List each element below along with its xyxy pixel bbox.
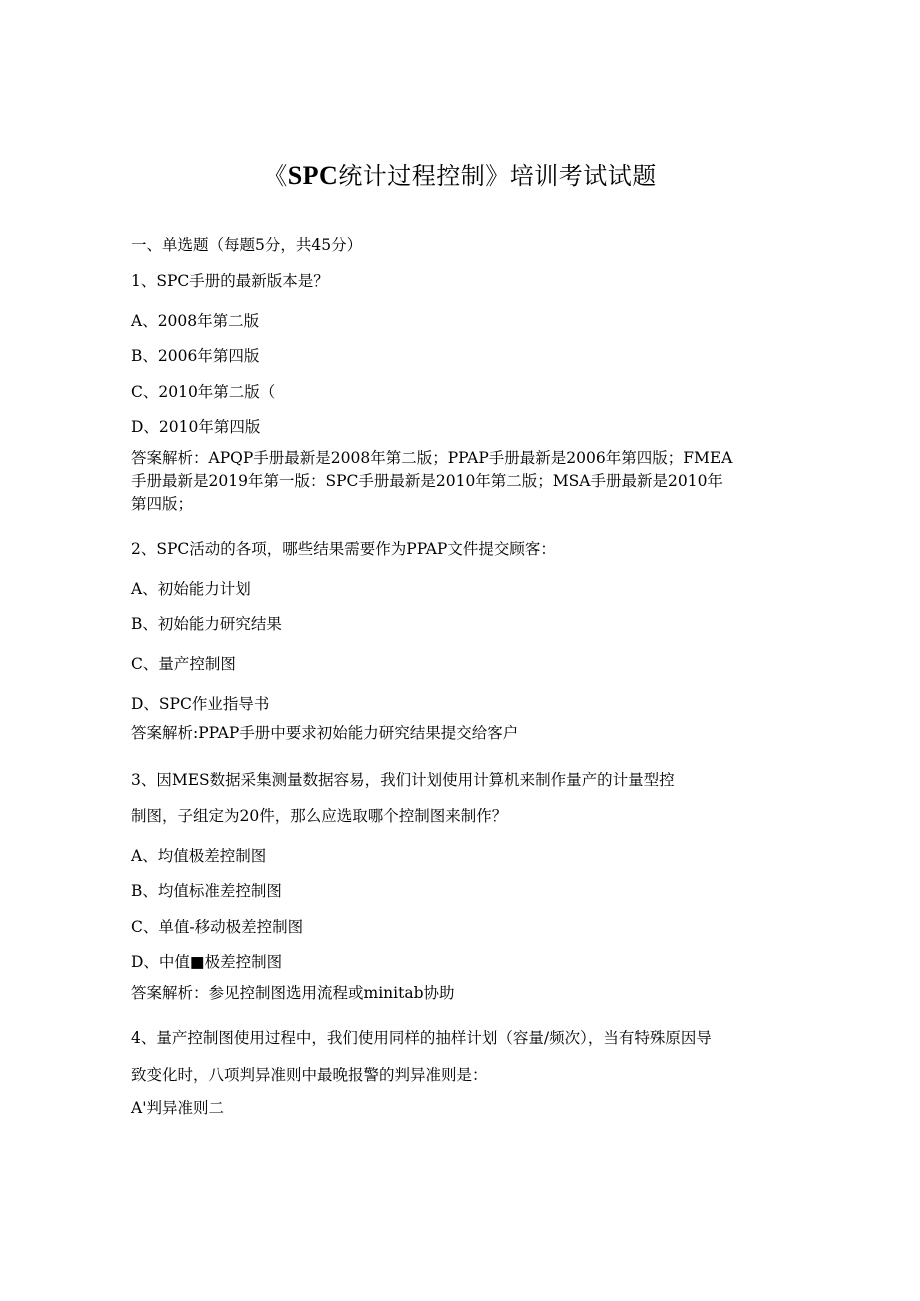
question-1-stem: 1、SPC手册的最新版本是？: [131, 272, 329, 290]
page-title: [0, 158, 920, 194]
question-3-option-d: D、中值■极差控制图: [131, 953, 283, 971]
section-heading: 一、单选题（每题5分，共45分）: [131, 236, 363, 254]
question-1-option-b: B、2006年第四版: [131, 347, 260, 365]
question-3-analysis: 答案解析：参见控制图选用流程或minitab协助: [131, 984, 455, 1002]
question-2-option-b: B、初始能力研究结果: [131, 615, 282, 633]
question-3-stem-line-2: 制图，子组定为20件，那么应选取哪个控制图来制作？: [131, 807, 508, 825]
question-3-stem-line-1: 3、因MES数据采集测量数据容易，我们计划使用计算机来制作量产的计量型控: [131, 771, 675, 789]
question-1-option-d: D、2010年第四版: [131, 418, 261, 436]
title-latin: SPC: [287, 161, 339, 190]
question-4-stem-line-2: 致变化时，八项判异准则中最晚报警的判异准则是：: [131, 1066, 488, 1084]
question-2-option-c: C、量产控制图: [131, 655, 236, 673]
question-1-option-a: A、2008年第二版: [131, 312, 260, 330]
question-4-stem-line-1: 4、量产控制图使用过程中，我们使用同样的抽样计划（容量/频次），当有特殊原因导: [131, 1029, 712, 1047]
question-2-stem: 2、SPC活动的各项，哪些结果需要作为PPAP文件提交顾客：: [131, 540, 556, 558]
question-4-option-a: A'判异准则二: [131, 1099, 224, 1117]
question-3-option-c: C、单值-移动极差控制图: [131, 918, 304, 936]
question-3-option-a: A、均值极差控制图: [131, 847, 267, 865]
question-1-analysis-line-1: 答案解析：APQP手册最新是2008年第二版；PPAP手册最新是2006年第四版；FMEA: [131, 449, 733, 467]
question-1-analysis-line-3: 第四版；: [131, 495, 194, 513]
question-3-option-b: B、均值标准差控制图: [131, 882, 282, 900]
title-suffix: 统计过程控制》培训考试试题: [338, 162, 657, 190]
title-prefix: 《: [263, 162, 288, 190]
question-1-analysis-line-2: 手册最新是2019年第一版：SPC手册最新是2010年第二版；MSA手册最新是2010年: [131, 472, 723, 490]
question-2-analysis: 答案解析:PPAP手册中要求初始能力研究结果提交给客户: [131, 724, 519, 742]
question-2-option-d: D、SPC作业指导书: [131, 695, 270, 713]
question-2-option-a: A、初始能力计划: [131, 580, 251, 598]
question-1-option-c: C、2010年第二版（: [131, 383, 276, 401]
